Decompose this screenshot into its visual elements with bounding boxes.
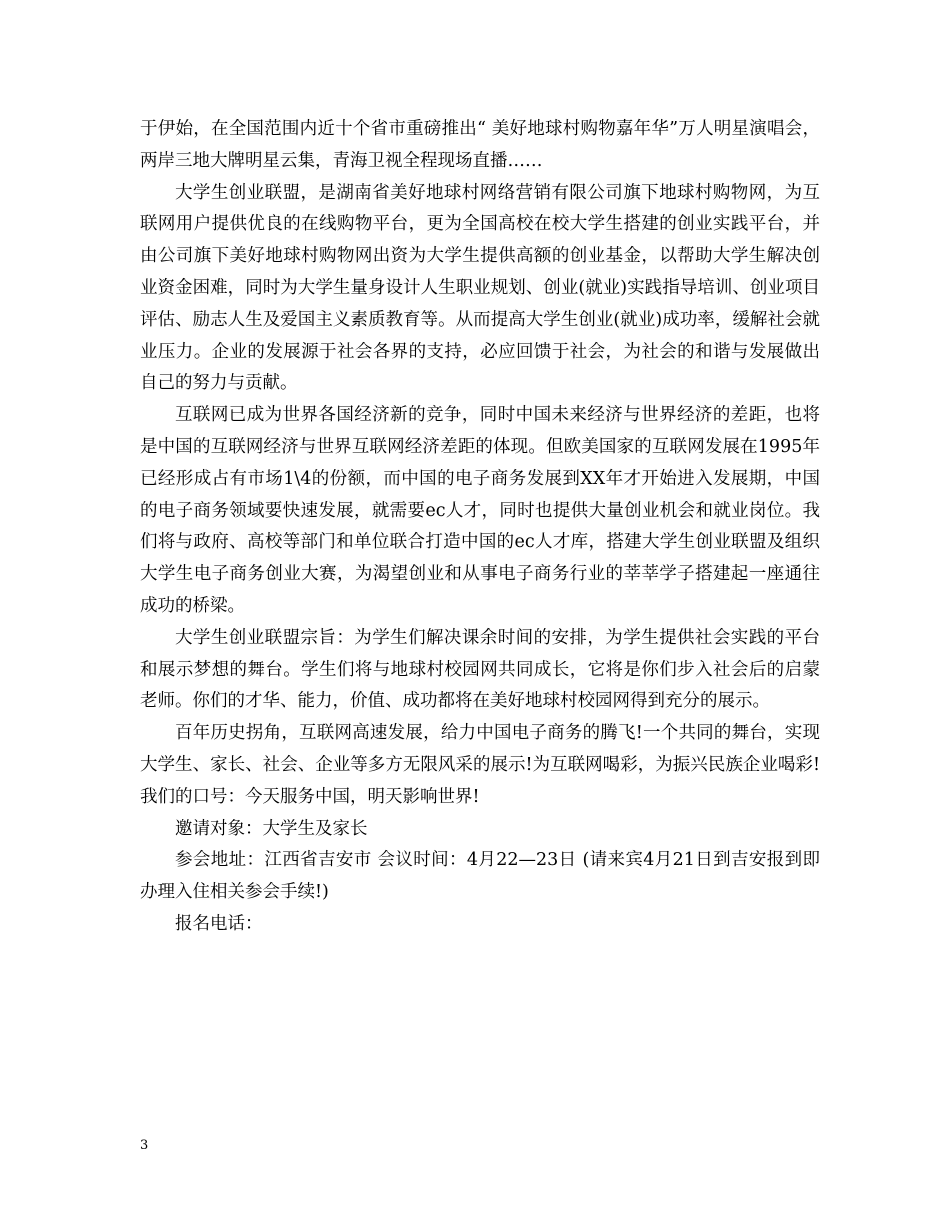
page-number: 3 <box>140 1138 149 1153</box>
paragraph-intro-continued: 于伊始，在全国范围内近十个省市重磅推出“ 美好地球村购物嘉年华”万人明星演唱会，两岸三地大牌明星云集，青海卫视全程现场直播…… <box>140 119 820 171</box>
paragraph-venue-time: 参会地址：江西省吉安市 会议时间：4月22—23日 (请来宾4月21日到吉安报到即办理入住相关参会手续!) <box>140 850 820 903</box>
paragraph-slogan: 百年历史拐角，互联网高速发展，给力中国电子商务的腾飞!一个共同的舞台，实现大学生、家长、社会、企业等多方无限风采的展示!为互联网喝彩，为振兴民族企业喝彩!我们的口号：今天服务中国，明天影响世界! <box>140 723 820 807</box>
paragraph-internet-economy: 互联网已成为世界各国经济新的竞争，同时中国未来经济与世界经济的差距，也将是中国的互联网经济与世界互联网经济差距的体现。但欧美国家的互联网发展在1995年已经形成占有市场1\4的份额，而中国的电子商务发展到XX年才开始进入发展期，中国的电子商务领域要快速发展，就需要ec人才，同时也提供大量创业机会和就业岗位。我们将与政府、高校等部门和单位联合打造中国的ec人才库，搭建大学生创业联盟及组织大学生电子商务创业大赛，为渴望创业和从事电子商务行业的莘莘学子搭建起一座通往成功的桥梁。 <box>140 405 820 616</box>
document-body <box>140 114 820 941</box>
paragraph-alliance-purpose: 大学生创业联盟宗旨：为学生们解决课余时间的安排，为学生提供社会实践的平台和展示梦想的舞台。学生们将与地球村校园网共同成长，它将是你们步入社会后的启蒙老师。你们的才华、能力，价值、成功都将在美好地球村校园网得到充分的展示。 <box>140 627 820 712</box>
paragraph-alliance-description: 大学生创业联盟，是湖南省美好地球村网络营销有限公司旗下地球村购物网，为互联网用户提供优良的在线购物平台，更为全国高校在校大学生搭建的创业实践平台，并由公司旗下美好地球村购物网出资为大学生提供高额的创业基金，以帮助大学生解决创业资金困难，同时为大学生量身设计人生职业规划、创业(就业)实践指导培训、创业项目评估、励志人生及爱国主义素质教育等。从而提高大学生创业(就业)成功率，缓解社会就业压力。企业的发展源于社会各界的支持，必应回馈于社会，为社会的和谐与发展做出自己的努力与贡献。 <box>140 182 820 394</box>
paragraph-invitees: 邀请对象：大学生及家长 <box>175 818 368 839</box>
paragraph-registration-phone: 报名电话： <box>175 913 263 934</box>
